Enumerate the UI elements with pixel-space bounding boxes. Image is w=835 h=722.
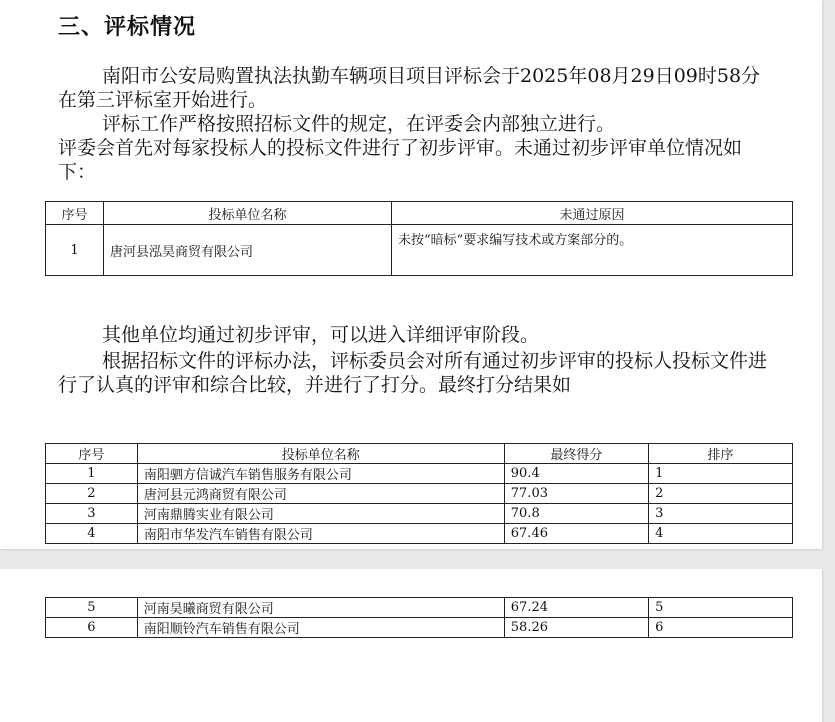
cell-bidder: 南阳顺铃汽车销售有限公司 bbox=[137, 618, 504, 638]
cell-score: 70.8 bbox=[504, 504, 648, 524]
table-row bbox=[46, 225, 793, 276]
cell-rank: 6 bbox=[649, 618, 793, 638]
document-page-2 bbox=[0, 569, 822, 722]
cell-rank: 5 bbox=[649, 598, 793, 618]
cell-score: 67.24 bbox=[504, 598, 648, 618]
cell-no: 3 bbox=[46, 504, 138, 524]
cell-no: 1 bbox=[46, 464, 138, 484]
cell-reason: 未按“暗标”要求编写技术或方案部分的。 bbox=[392, 225, 793, 276]
cell-no: 4 bbox=[46, 524, 138, 544]
table-header-row bbox=[46, 444, 793, 464]
cell-bidder: 南阳市华发汽车销售有限公司 bbox=[137, 524, 504, 544]
failed-bidders-table bbox=[45, 201, 793, 276]
score-table-continued bbox=[45, 597, 793, 638]
table-row bbox=[46, 504, 793, 524]
table-header-row bbox=[46, 202, 793, 225]
table-row bbox=[46, 618, 793, 638]
cell-score: 67.46 bbox=[504, 524, 648, 544]
cell-score: 58.26 bbox=[504, 618, 648, 638]
cell-rank: 1 bbox=[649, 464, 793, 484]
paragraph-preliminary-review: 评委会首先对每家投标人的投标文件进行了初步评审。未通过初步评审单位情况如下： bbox=[58, 137, 743, 183]
table-row bbox=[46, 524, 793, 544]
paragraph-scoring: 根据招标文件的评标办法，评标委员会对所有通过初步评审的投标人投标文件进行了认真的评审和综合比较，并进行了打分。最终打分结果如 bbox=[58, 350, 768, 396]
section-title: 三、评标情况 bbox=[58, 15, 197, 40]
table-row bbox=[46, 484, 793, 504]
column-header-bidder: 投标单位名称 bbox=[137, 444, 504, 464]
cell-bidder: 河南鼎腾实业有限公司 bbox=[137, 504, 504, 524]
table-row bbox=[46, 598, 793, 618]
cell-score: 90.4 bbox=[504, 464, 648, 484]
cell-bidder: 唐河县泓昊商贸有限公司 bbox=[104, 225, 392, 276]
column-header-rank: 排序 bbox=[649, 444, 793, 464]
paragraph-others-passed: 其他单位均通过初步评审，可以进入详细评审阶段。 bbox=[102, 324, 540, 346]
cell-score: 77.03 bbox=[504, 484, 648, 504]
cell-no: 5 bbox=[46, 598, 138, 618]
column-header-no: 序号 bbox=[46, 444, 138, 464]
cell-rank: 3 bbox=[649, 504, 793, 524]
paragraph-evaluation-rule: 评标工作严格按照招标文件的规定，在评委会内部独立进行。 bbox=[102, 113, 616, 135]
cell-no: 6 bbox=[46, 618, 138, 638]
column-header-reason: 未通过原因 bbox=[392, 202, 793, 225]
cell-rank: 2 bbox=[649, 484, 793, 504]
score-table bbox=[45, 443, 793, 544]
paragraph-meeting-time: 南阳市公安局购置执法执勤车辆项目项目评标会于2025年08月29日09时58分在第三评标室开始进行。 bbox=[58, 65, 761, 111]
table-row bbox=[46, 464, 793, 484]
cell-no: 2 bbox=[46, 484, 138, 504]
column-header-score: 最终得分 bbox=[504, 444, 648, 464]
cell-bidder: 唐河县元鸿商贸有限公司 bbox=[137, 484, 504, 504]
column-header-bidder: 投标单位名称 bbox=[104, 202, 392, 225]
column-header-no: 序号 bbox=[46, 202, 104, 225]
cell-rank: 4 bbox=[649, 524, 793, 544]
cell-bidder: 河南昊曦商贸有限公司 bbox=[137, 598, 504, 618]
cell-no: 1 bbox=[46, 225, 104, 276]
cell-bidder: 南阳驷方信诚汽车销售服务有限公司 bbox=[137, 464, 504, 484]
